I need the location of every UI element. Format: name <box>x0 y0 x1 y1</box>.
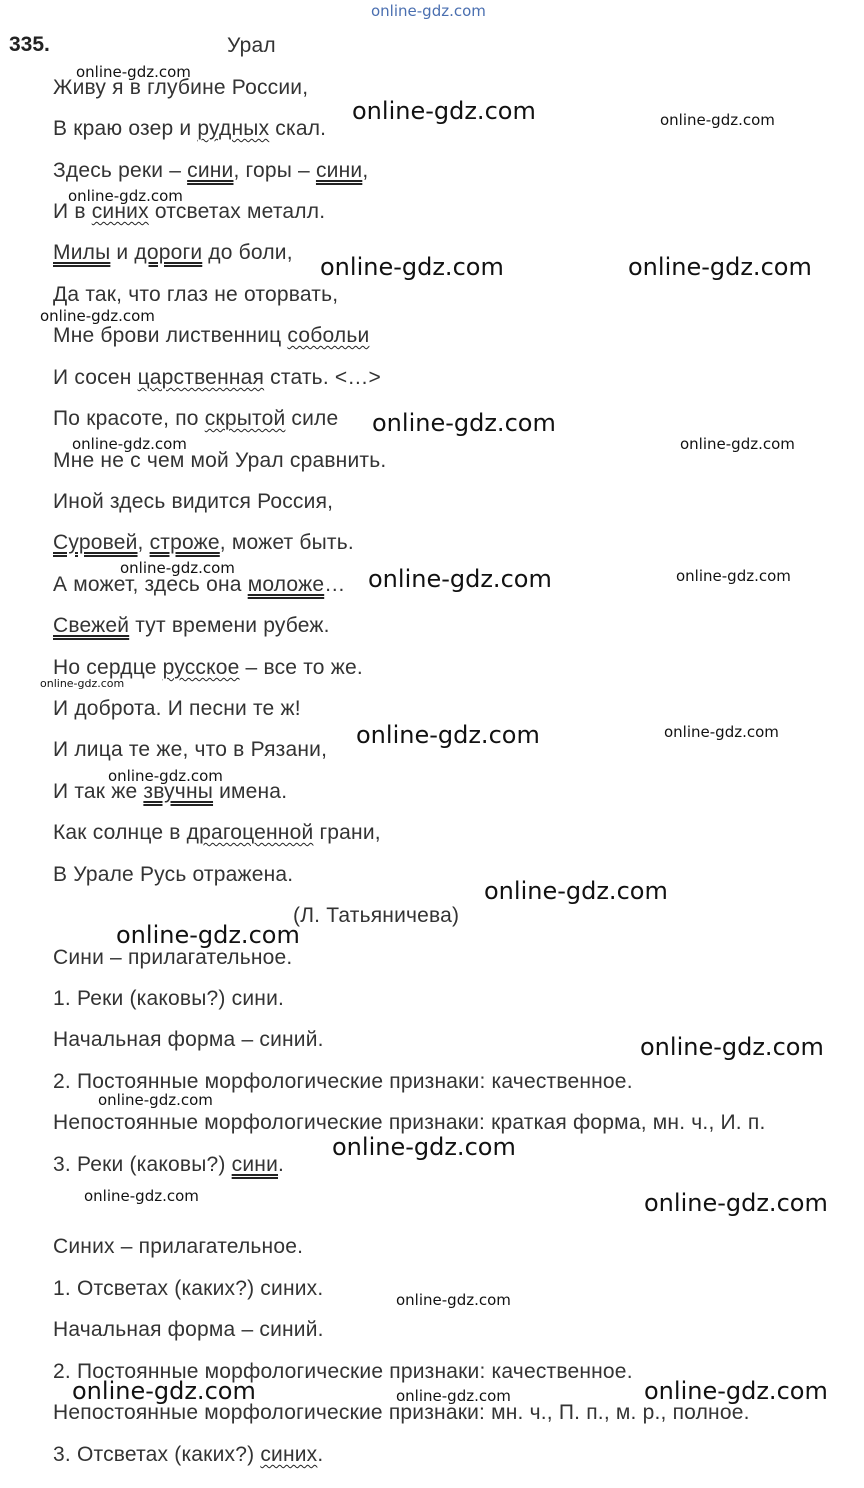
watermark: online-gdz.com <box>484 877 668 905</box>
watermark: online-gdz.com <box>644 1377 828 1405</box>
watermark: online-gdz.com <box>116 921 300 949</box>
poem-line-16: И доброта. И песни те ж! <box>53 697 301 720</box>
exercise-number: 335. <box>9 33 50 56</box>
analysis-2-constant-features: 2. Постоянные морфологические признаки: качественное. <box>53 1360 633 1383</box>
watermark: online-gdz.com <box>40 677 125 690</box>
poem-line-9: По красоте, по скрытой силе <box>53 407 339 430</box>
watermark: online-gdz.com <box>98 1091 213 1109</box>
poem-title: Урал <box>227 34 276 57</box>
watermark: online-gdz.com <box>644 1189 828 1217</box>
analysis-1-variable-features: Непостоянные морфологические признаки: краткая форма, мн. ч., И. п. <box>53 1111 766 1134</box>
watermark: online-gdz.com <box>356 721 540 749</box>
analysis-1-heading: Сини – прилагательное. <box>53 946 293 969</box>
watermark: online-gdz.com <box>332 1133 516 1161</box>
watermark: online-gdz.com <box>320 253 504 281</box>
poem-line-17: И лица те же, что в Рязани, <box>53 738 328 761</box>
watermark: online-gdz.com <box>352 97 536 125</box>
poem-line-1: Живу я в глубине России, <box>53 76 309 99</box>
poem-author: (Л. Татьяничева) <box>293 904 460 927</box>
top-watermark: online-gdz.com <box>371 2 486 20</box>
watermark: online-gdz.com <box>40 307 155 325</box>
poem-line-3: Здесь реки – сини, горы – сини, <box>53 159 369 182</box>
watermark: online-gdz.com <box>396 1291 511 1309</box>
watermark: online-gdz.com <box>396 1387 511 1405</box>
analysis-2-heading: Синих – прилагательное. <box>53 1235 304 1258</box>
watermark: online-gdz.com <box>120 559 235 577</box>
analysis-2-variable-features: Непостоянные морфологические признаки: мн. ч., П. п., м. р., полное. <box>53 1401 750 1424</box>
poem-line-14: Свежей тут времени рубеж. <box>53 614 330 637</box>
watermark: online-gdz.com <box>84 1187 199 1205</box>
analysis-2-step-1: 1. Отсветах (каких?) синих. <box>53 1277 324 1300</box>
poem-line-10: Мне не с чем мой Урал сравнить. <box>53 449 387 472</box>
poem-line-20: В Урале Русь отражена. <box>53 863 294 886</box>
watermark: online-gdz.com <box>676 567 791 585</box>
poem-line-8: И сосен царственная стать. <…> <box>53 366 382 389</box>
watermark: online-gdz.com <box>108 767 223 785</box>
analysis-2-step-3: 3. Отсветах (каких?) синих. <box>53 1443 324 1466</box>
poem-line-13: А может, здесь она моложе… <box>53 573 346 596</box>
poem-line-15: Но сердце русское – все то же. <box>53 656 363 679</box>
watermark: online-gdz.com <box>76 63 191 81</box>
poem-line-4: И в синих отсветах металл. <box>53 200 326 223</box>
watermark: online-gdz.com <box>72 1377 256 1405</box>
watermark: online-gdz.com <box>68 187 183 205</box>
poem-line-18: И так же звучны имена. <box>53 780 288 803</box>
watermark: online-gdz.com <box>368 565 552 593</box>
analysis-2-initial-form: Начальная форма – синий. <box>53 1318 324 1341</box>
poem-line-2: В краю озер и рудных скал. <box>53 117 327 140</box>
analysis-1-constant-features: 2. Постоянные морфологические признаки: качественное. <box>53 1070 633 1093</box>
watermark: online-gdz.com <box>640 1033 824 1061</box>
poem-line-7: Мне брови лиственниц собольи <box>53 324 370 347</box>
poem-line-19: Как солнце в драгоценной грани, <box>53 821 381 844</box>
analysis-1-step-1: 1. Реки (каковы?) сини. <box>53 987 285 1010</box>
analysis-1-step-3: 3. Реки (каковы?) сини. <box>53 1153 285 1176</box>
watermark: online-gdz.com <box>660 111 775 129</box>
poem-line-11: Иной здесь видится Россия, <box>53 490 334 513</box>
watermark: online-gdz.com <box>372 409 556 437</box>
poem-line-5: Милы и дороги до боли, <box>53 241 293 264</box>
analysis-1-initial-form: Начальная форма – синий. <box>53 1028 324 1051</box>
watermark: online-gdz.com <box>680 435 795 453</box>
poem-line-6: Да так, что глаз не оторвать, <box>53 283 339 306</box>
watermark: online-gdz.com <box>72 435 187 453</box>
poem-line-12: Суровей, строже, может быть. <box>53 531 354 554</box>
watermark: online-gdz.com <box>664 723 779 741</box>
watermark: online-gdz.com <box>628 253 812 281</box>
